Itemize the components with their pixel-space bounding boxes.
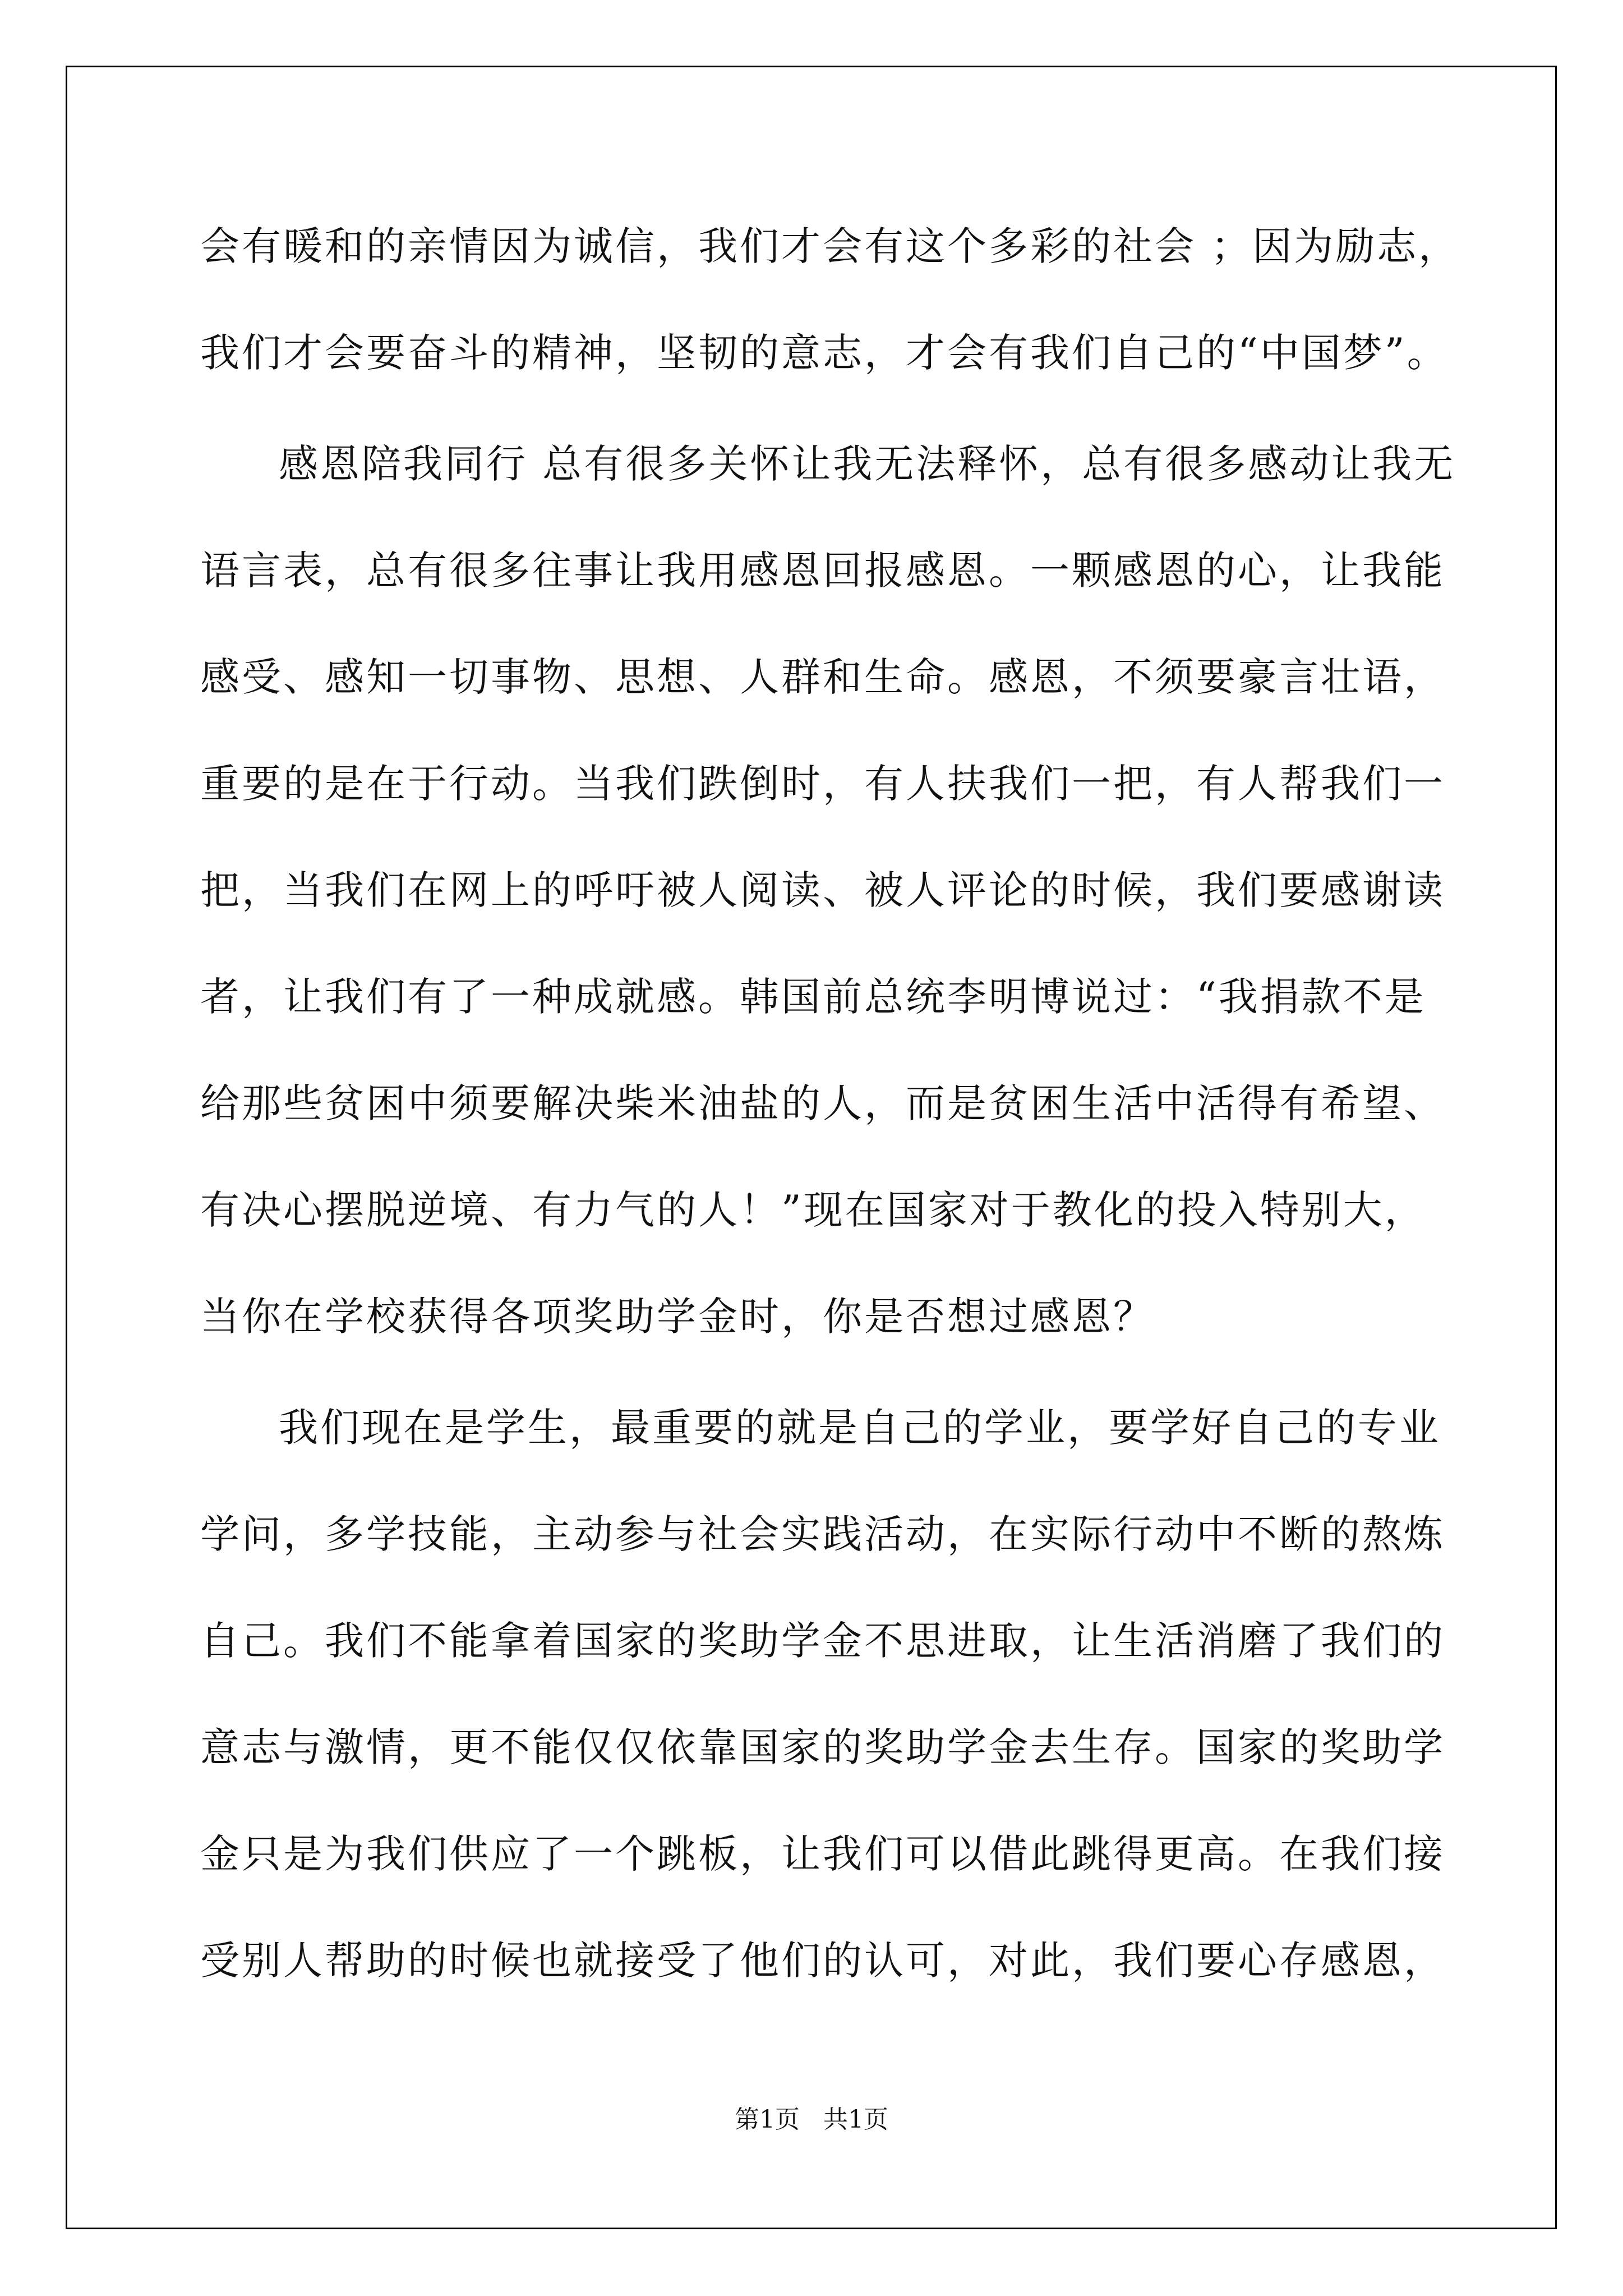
text-line: 金只是为我们供应了一个跳板，让我们可以借此跳得更高。在我们接 (200, 1831, 1445, 1877)
text-line: 感受、感知一切事物、思想、人群和生命。感恩，不须要豪言壮语， (200, 654, 1445, 700)
text-line: 者，让我们有了一种成就感。韩国前总统李明博说过：“我捐款不是 (200, 974, 1426, 1020)
text-line: 给那些贫困中须要解决柴米油盐的人，而是贫困生活中活得有希望、 (200, 1080, 1445, 1126)
text-line: 会有暖和的亲情因为诚信，我们才会有这个多彩的社会 ；因为励志， (200, 223, 1460, 269)
page-border (66, 66, 1557, 2229)
text-line: 受别人帮助的时候也就接受了他们的认可，对此，我们要心存感恩， (200, 1938, 1445, 1984)
text-line: 语言表，总有很多往事让我用感恩回报感恩。一颗感恩的心，让我能 (200, 547, 1445, 593)
text-line: 重要的是在于行动。当我们跌倒时，有人扶我们一把，有人帮我们一 (200, 761, 1445, 807)
text-line: 当你在学校获得各项奖助学金时，你是否想过感恩？ (200, 1294, 1155, 1340)
text-line: 有决心摆脱逆境、有力气的人！”现在国家对于教化的投入特别大， (200, 1187, 1426, 1233)
paragraph-start-line: 感恩陪我同行 总有很多关怀让我无法释怀，总有很多感动让我无 (279, 441, 1456, 487)
text-line: 自己。我们不能拿着国家的奖助学金不思进取，让生活消磨了我们的 (200, 1618, 1445, 1664)
page-number-footer: 第1页 共1页 (735, 2105, 888, 2134)
paragraph-start-line: 我们现在是学生，最重要的就是自己的学业，要学好自己的专业 (279, 1405, 1441, 1451)
text-line: 学问，多学技能，主动参与社会实践活动，在实际行动中不断的熬炼 (200, 1511, 1445, 1557)
text-line: 意志与激情，更不能仅仅依靠国家的奖助学金去生存。国家的奖助学 (200, 1724, 1445, 1770)
text-line: 我们才会要奋斗的精神，坚韧的意志，才会有我们自己的“中国梦”。 (200, 330, 1449, 376)
text-line: 把，当我们在网上的呼吁被人阅读、被人评论的时候，我们要感谢读 (200, 867, 1445, 913)
